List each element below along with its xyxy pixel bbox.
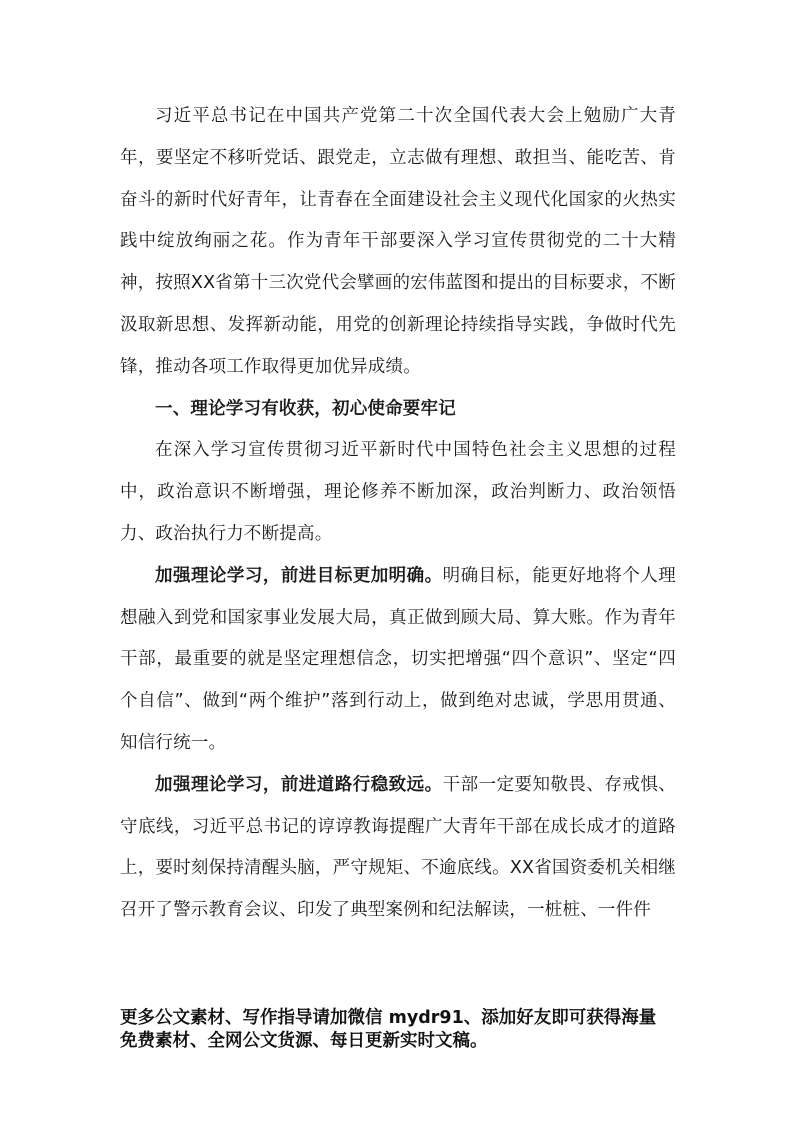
section-paragraph-3 (120, 765, 676, 932)
section-heading: 一、理论学习有收获，初心使命要牢记 (155, 398, 456, 419)
paragraph-lead-2: 加强理论学习，前进道路行稳致远。 (155, 774, 443, 795)
paragraph-body-1: 明确目标，能更好地将个人理想融入到党和国家事业发展大局，真正做到顾大局、算大账。作为青年干部，最重要的就是坚定理想信念，切实把增强“四个意识”、坚定“四个自信”、做到“两个维护”落到行动上，做到绝对忠诚，学思用贯通、知信行统一。 (120, 565, 676, 753)
document-body (120, 96, 676, 932)
promo-footer (120, 1007, 680, 1053)
section-paragraph-1: 在深入学习宣传贯彻习近平新时代中国特色社会主义思想的过程中，政治意识不断增强，理论修养不断加深，政治判断力、政治领悟力、政治执行力不断提高。 (120, 440, 676, 544)
promo-line-2: 免费素材、全网公文货源、每日更新实时文稿。 (120, 1031, 488, 1051)
intro-paragraph: 习近平总书记在中国共产党第二十次全国代表大会上勉励广大青年，要坚定不移听党话、跟党走，立志做有理想、敢担当、能吃苦、肯奋斗的新时代好青年，让青春在全面建设社会主义现代化国家的火热实践中绽放绚丽之花。作为青年干部要深入学习宣传贯彻党的二十大精神，按照XX省第十三次党代会擘画的宏伟蓝图和提出的目标要求，不断汲取新思想、发挥新动能，用党的创新理论持续指导实践，争做时代先锋，推动各项工作取得更加优异成绩。 (120, 106, 676, 377)
paragraph-lead-1: 加强理论学习，前进目标更加明确。 (155, 565, 443, 586)
promo-line-1: 更多公文素材、写作指导请加微信 mydr91、添加好友即可获得海量 (120, 1008, 657, 1028)
section-paragraph-2 (120, 556, 676, 765)
paragraph-body-2: 干部一定要知敬畏、存戒惧、守底线，习近平总书记的谆谆教诲提醒广大青年干部在成长成才的道路上，要时刻保持清醒头脑，严守规矩、不逾底线。XX省国资委机关相继召开了警示教育会议、印发了典型案例和纪法解读，一桩桩、一件件 (120, 774, 676, 921)
